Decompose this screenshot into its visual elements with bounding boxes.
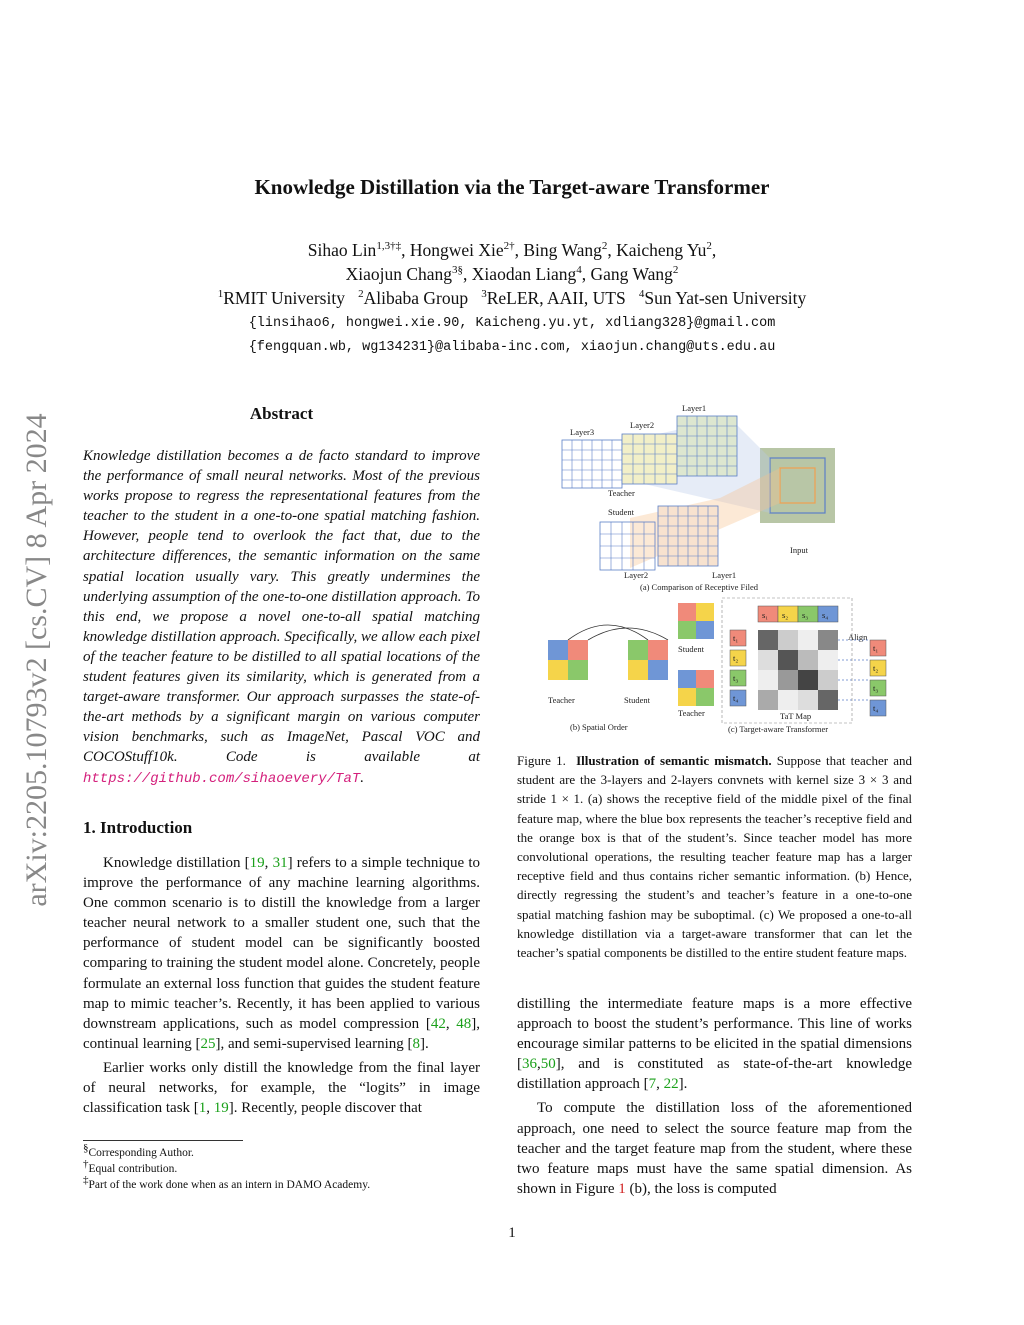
- label-s2: s₂: [782, 610, 789, 620]
- label-right-t3: t₃: [873, 683, 879, 693]
- citation-link[interactable]: 8: [412, 1035, 420, 1052]
- abstract-text: Knowledge distillation becomes a de facto standard to improve the performance of small neural networks. Most of the previous works propose to regress the representational features from the teacher to the student in a one-to-one spatial matching fashion. However, people tend to overlook the fact that, due to the architecture differences, the semantic information on the same spatial location usually vary. This greatly undermines the underlying assumption of the one-to-one distillation approach. To this end, we propose a novel one-to-all spatial matching knowledge distillation approach. Specifically, we allow each pixel of the teacher feature to be distilled to all spatial locations of the student features given its similarity, which is generated from a target-aware transformer. Our approach surpasses the state-of-the-art methods by a significant margin on various computer vision benchmarks, such as ImageNet, Pascal VOC and COCOStuff10k. Code is available at https://github.com/sihaoevery/TaT.: [83, 448, 480, 787]
- label-b-teacher: Teacher: [548, 695, 575, 705]
- label-right-t4: t₄: [873, 703, 879, 713]
- label-b-student: Student: [624, 695, 650, 705]
- label-tat-map: TaT Map: [780, 711, 812, 721]
- citation-link[interactable]: 7: [648, 1076, 657, 1093]
- citation-link[interactable]: 42: [430, 1015, 446, 1032]
- paragraph: To compute the distillation loss of the aforementioned approach, one need to select the source feature map from the teacher and the target feature map from the student, where these two feature maps must have the same spatial dimension. As shown in Figure 1 (b), the loss is computed: [517, 1100, 912, 1197]
- paragraph: distilling the intermediate feature maps is a more effective approach to boost the student’s performance. This line of works encourage similar patterns to be elicited in the spatial dimensions [36,50], and is constituted as state-of-the-art knowledge distillation approach [7, 22].: [517, 996, 912, 1093]
- citation-link[interactable]: 1: [198, 1100, 207, 1117]
- footnote-rule: [83, 1140, 243, 1141]
- label-layer1: Layer1: [682, 403, 707, 413]
- figure-1-caption: Figure 1. Illustration of semantic mismatch. Suppose that teacher and student are the 3-layers and 2-layers convnets with kernel size 3 × 3 and stride 1 × 1. (a) shows the receptive field of the middle pixel of the final feature map, where the blue box represents the teacher’s receptive field and the orange box is that of the student’s. Since teacher model has more convolutional operations, the resulting teacher feature map has a larger receptive field and thus contains richer semantic information. (b) Hence, directly regressing the student’s and teacher’s feature in a one-to-one spatial matching fashion may be suboptimal. (c) We proposed a one-to-all knowledge distillation via a target-aware transformer that can let the teacher’s spatial components be distilled to the entire student feature maps.: [517, 753, 913, 961]
- label-t4: t₄: [733, 693, 739, 703]
- author: Xiaodan Liang$^4$,: [471, 264, 591, 284]
- footnote: ‡Part of the work done when as an intern in DAMO Academy.: [83, 1174, 371, 1191]
- label-teacher: Teacher: [608, 488, 635, 498]
- label-right-t2: t₂: [873, 663, 879, 673]
- citation-link[interactable]: 19: [249, 855, 265, 871]
- caption-sub-a: (a) Comparison of Receptive Filed: [640, 582, 759, 592]
- figure-1: [540, 398, 900, 738]
- label-s4: s₄: [822, 610, 829, 620]
- label-layer2: Layer2: [630, 420, 655, 430]
- citation-link[interactable]: 36: [522, 1056, 537, 1073]
- label-right-t1: t₁: [873, 643, 879, 653]
- label-t3: t₃: [733, 673, 739, 683]
- citation-link[interactable]: 22: [663, 1076, 679, 1093]
- label-student-layer1: Layer1: [712, 570, 737, 580]
- label-s3: s₃: [802, 610, 809, 620]
- author-line-2: [0, 262, 1024, 286]
- teacher-layer2-grid: [622, 434, 677, 484]
- subfigure-b: [548, 625, 668, 732]
- code-link[interactable]: https://github.com/sihaoevery/TaT: [83, 770, 361, 787]
- abstract-heading: Abstract: [249, 404, 314, 423]
- teacher-layer1-grid: [677, 416, 737, 476]
- paragraph: Knowledge distillation [19, 31] refers to a simple technique to improve the performance of any machine learning algorithms. One common scenario is to distill the knowledge from a larger teacher neural network to a smaller student one, such that the performance of student model can be significantly boosted comparing to training the student model alone. Concretely, people formulate an external loss function that guides the student feature map to mimic teacher’s. Recently, it has been applied to various downstream applications, such as model compression [42, 48], continual learning [25], and semi-supervised learning [8].: [83, 855, 481, 1052]
- email-line-1[interactable]: {linsihao6, hongwei.xie.90, Kaicheng.yu.yt, xdliang328}@gmail.com: [248, 316, 776, 331]
- citation-link[interactable]: 50: [540, 1056, 556, 1073]
- figure-ref-link[interactable]: 1: [618, 1180, 626, 1197]
- email-line-2[interactable]: {fengquan.wb, wg134231}@alibaba-inc.com, xiaojun.chang@uts.edu.au: [248, 340, 776, 355]
- label-t1: t₁: [733, 633, 739, 643]
- right-column-text: [517, 994, 912, 1203]
- label-student: Student: [608, 507, 634, 517]
- student-layer1-grid: [658, 506, 718, 566]
- citation-link[interactable]: 31: [272, 855, 288, 871]
- label-s1: s₁: [762, 610, 769, 620]
- intro-text: [83, 853, 480, 1122]
- arxiv-id: arXiv:2205.10793v2 [cs.CV] 8 Apr 2024: [20, 413, 53, 907]
- label-c-teacher: Teacher: [678, 708, 705, 718]
- page-number: 1: [508, 1225, 516, 1241]
- teacher-layer3-grid: [562, 440, 622, 488]
- section-heading-introduction: 1. Introduction: [83, 818, 193, 837]
- caption-sub-c: (c) Target-aware Transformer: [728, 724, 829, 734]
- author-list: [0, 238, 1024, 286]
- author: Xiaojun Chang$^{3\S}$,: [345, 264, 472, 284]
- citation-link[interactable]: 48: [456, 1015, 472, 1032]
- author: Bing Wang$^2$,: [523, 240, 617, 260]
- arxiv-stamp: [12, 360, 62, 960]
- tat-map: [758, 630, 838, 710]
- citation-link[interactable]: 25: [200, 1035, 216, 1052]
- footnote: §Corresponding Author.: [83, 1142, 194, 1159]
- label-student-layer2: Layer2: [624, 570, 649, 580]
- caption-sub-b: (b) Spatial Order: [570, 722, 628, 732]
- author: Sihao Lin$^{1,3\dagger\ddagger}$,: [307, 240, 410, 260]
- label-layer3: Layer3: [570, 427, 595, 437]
- subfigure-c: [678, 598, 886, 734]
- label-c-student: Student: [678, 644, 704, 654]
- label-align: Align: [848, 632, 868, 642]
- affiliations: $^1$RMIT University $^2$Alibaba Group $^3$ReLER, AAII, UTS $^4$Sun Yat-sen University: [217, 288, 807, 308]
- citation-link[interactable]: 19: [213, 1100, 229, 1117]
- author: Hongwei Xie$^{2\dagger}$,: [409, 240, 524, 260]
- label-t2: t₂: [733, 653, 739, 663]
- footnote: †Equal contribution.: [83, 1158, 178, 1175]
- author: Kaicheng Yu$^2$,: [616, 240, 717, 260]
- paper-title: Knowledge Distillation via the Target-aware Transformer: [254, 175, 770, 199]
- author-line-1: [0, 238, 1024, 262]
- label-input: Input: [790, 545, 808, 555]
- author: Gang Wang$^2$: [590, 264, 679, 284]
- subfigure-a: [562, 403, 835, 592]
- paragraph: Earlier works only distill the knowledge from the final layer of neural networks, for example, the “logits” in image classification task [1, 19]. Recently, people discover that: [83, 1059, 480, 1117]
